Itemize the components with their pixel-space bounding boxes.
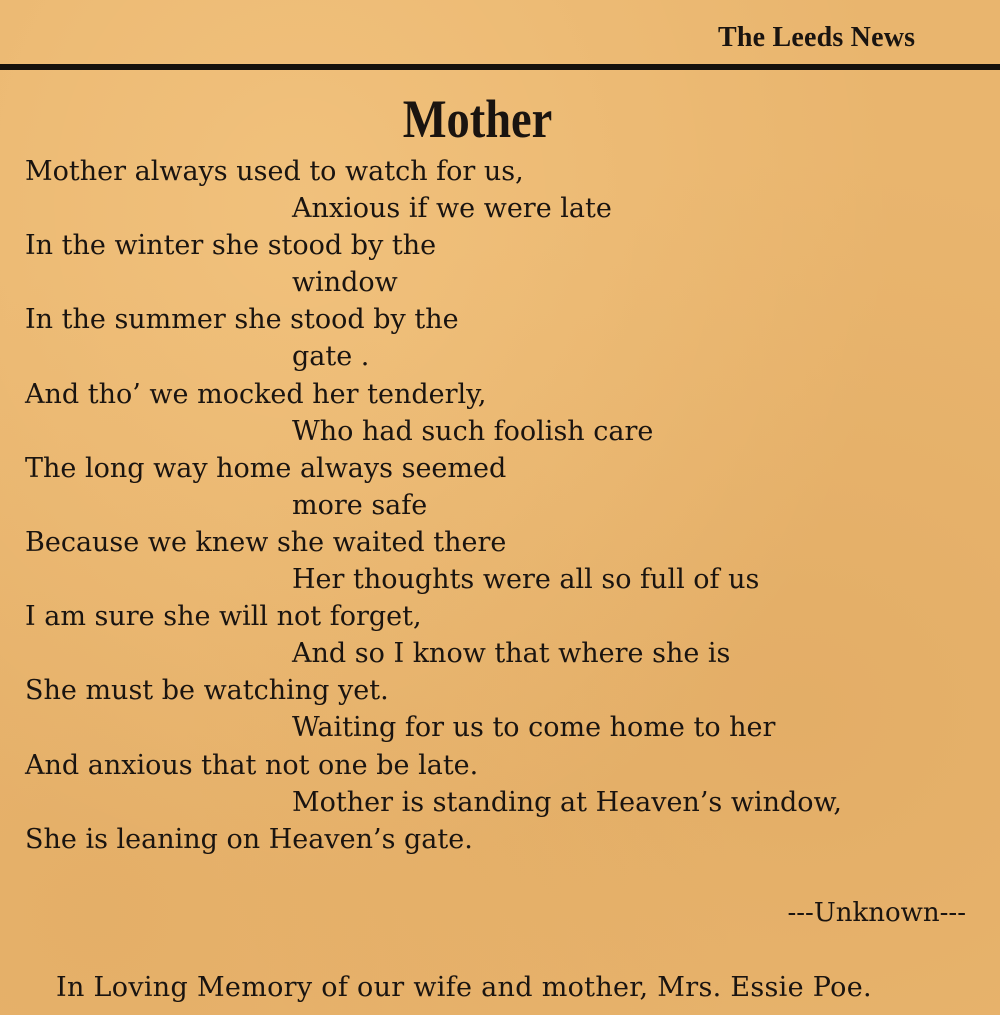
- poem-line: more safe: [292, 489, 428, 521]
- poem-line: window: [292, 267, 398, 299]
- poem-line: Her thoughts were all so full of us: [292, 564, 760, 596]
- poem-line: Because we knew she waited there: [25, 526, 507, 558]
- poem-line: And so I know that where she is: [292, 638, 731, 670]
- poem-line: Waiting for us to come home to her: [292, 712, 776, 744]
- poem-attribution: ---Unknown---: [787, 898, 966, 928]
- poem-title: Mother: [402, 89, 553, 149]
- poem-line: She must be watching yet.: [25, 675, 389, 707]
- poem-line: She is leaning on Heaven’s gate.: [25, 823, 473, 855]
- poem-line: I am sure she will not forget,: [25, 601, 422, 633]
- memorial-dedication: In Loving Memory of our wife and mother, Mrs. Essie Poe.: [56, 972, 872, 1003]
- poem-body: [25, 153, 985, 858]
- poem-line: Who had such foolish care: [292, 415, 654, 447]
- poem-line: In the summer she stood by the: [25, 304, 459, 336]
- poem-line: The long way home always seemed: [25, 452, 507, 484]
- poem-line: Mother is standing at Heaven’s window,: [292, 786, 843, 818]
- poem-line: Anxious if we were late: [292, 193, 612, 225]
- poem-line: Mother always used to watch for us,: [25, 156, 524, 187]
- poem-line: And anxious that not one be late.: [25, 749, 479, 781]
- masthead-rule: [0, 64, 1000, 70]
- poem-line: And tho’ we mocked her tenderly,: [25, 378, 487, 410]
- poem-line: gate .: [292, 341, 370, 373]
- poem-line: In the winter she stood by the: [25, 230, 437, 262]
- masthead: [0, 22, 1000, 56]
- newspaper-name: The Leeds News: [718, 22, 916, 53]
